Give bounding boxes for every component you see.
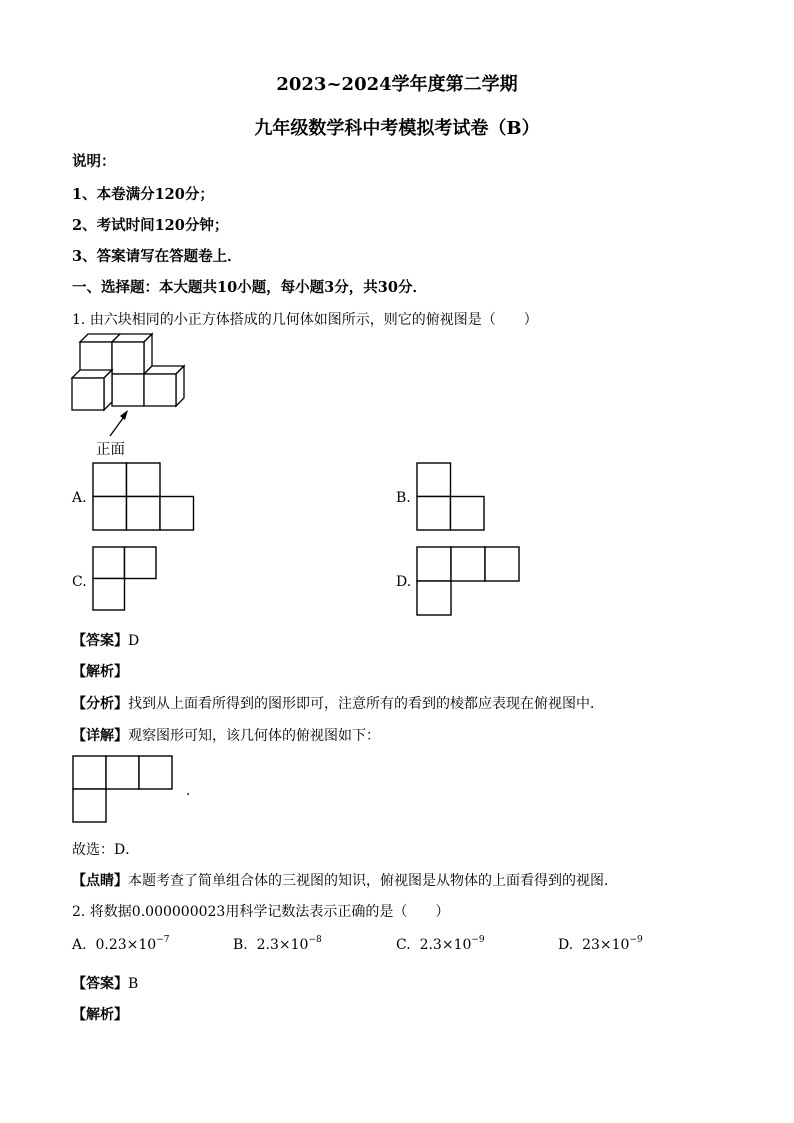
grid-cell (93, 547, 125, 579)
grid-cell (127, 497, 161, 531)
q1-detail-text: 观察图形可知，该几何体的俯视图如下： (128, 728, 380, 744)
q1-option-c-label: C. (72, 574, 87, 590)
q2-option-a (72, 937, 169, 953)
page-title: 2023~2024学年度第二学期 (276, 74, 518, 95)
grid-cell (93, 463, 127, 497)
q1-answer-value: D (128, 633, 140, 649)
section-heading: 一、选择题：本大题共10小题，每小题3分，共30分． (72, 279, 427, 296)
q2-option-b (233, 937, 322, 953)
q1-detail-dot: ． (186, 783, 200, 799)
note-item-3: 3、答案请写在答题卷上． (72, 248, 242, 265)
q1-option-b-label: B. (396, 490, 411, 506)
q1-option-a-label: A. (72, 490, 87, 506)
grid-cell (417, 547, 451, 581)
q2-option-b-label: B. (233, 937, 248, 953)
note-item-1: 1、本卷满分120分； (72, 186, 214, 203)
q2-answer-value: B (128, 976, 139, 992)
q2-option-d (558, 937, 643, 953)
q2-option-c-base: 2.3×10 (419, 937, 472, 953)
q1-analysis-tag: 【解析】 (72, 664, 128, 680)
q1-fenxi-tag: 【分析】 (72, 696, 128, 712)
q2-analysis-tag: 【解析】 (72, 1007, 128, 1023)
notes-heading: 说明： (72, 153, 116, 170)
q1-stem: 1. 由六块相同的小正方体搭成的几何体如图所示，则它的俯视图是（ ） (72, 312, 538, 328)
grid-cell (93, 497, 127, 531)
q2-option-c-exp: −9 (471, 935, 485, 945)
grid-cell (451, 497, 485, 531)
q1-comment-tag: 【点睛】 (72, 873, 128, 889)
grid-cell (127, 463, 161, 497)
note-item-2: 2、考试时间120分钟； (72, 217, 229, 234)
q2-answer-tag: 【答案】 (72, 976, 128, 992)
q2-option-d-label: D. (558, 937, 574, 953)
q1-option-d-figure (416, 546, 522, 616)
q2-answer (72, 973, 138, 993)
q2-option-d-base: 23×10 (582, 937, 630, 953)
q2-option-c-label: C. (396, 937, 411, 953)
grid-cell (93, 579, 125, 611)
page-subtitle: 九年级数学科中考模拟考试卷（B） (254, 118, 540, 139)
q1-answer (72, 630, 139, 650)
q1-option-c-figure (92, 546, 164, 616)
q1-comment-text: 本题考查了简单组合体的三视图的知识，俯视图是从物体的上面看得到的视图． (128, 873, 618, 889)
q2-option-a-label: A. (72, 937, 87, 953)
q1-solid-figure (70, 330, 190, 430)
grid-cell (73, 756, 106, 789)
q1-answer-tag: 【答案】 (72, 633, 128, 649)
grid-cell (485, 547, 519, 581)
q1-top-view-figure (72, 755, 174, 823)
grid-cell (106, 756, 139, 789)
q1-fenxi-text: 找到从上面看所得到的图形即可，注意所有的看到的棱都应表现在俯视图中． (128, 696, 604, 712)
q2-stem: 2. 将数据0.000000023用科学记数法表示正确的是（ ） (72, 904, 450, 920)
q1-choice: 故选：D． (72, 842, 140, 858)
q1-detail-tag: 【详解】 (72, 728, 128, 744)
grid-cell (139, 756, 172, 789)
grid-cell (417, 497, 451, 531)
q1-option-b-figure (416, 462, 488, 532)
grid-cell (417, 581, 451, 615)
q1-comment (72, 870, 618, 890)
grid-cell (73, 789, 106, 822)
grid-cell (417, 463, 451, 497)
grid-cell (160, 497, 194, 531)
q1-option-a-figure (92, 462, 196, 532)
q2-option-b-base: 2.3×10 (256, 937, 309, 953)
q2-option-a-exp: −7 (156, 935, 170, 945)
q2-option-c (396, 937, 485, 953)
q2-option-b-exp: −8 (308, 935, 322, 945)
q2-option-d-exp: −9 (629, 935, 643, 945)
front-label: 正面 (96, 442, 125, 458)
grid-cell (125, 547, 157, 579)
q1-detail (72, 725, 380, 745)
grid-cell (451, 547, 485, 581)
q1-option-d-label: D. (396, 574, 412, 590)
q1-fenxi (72, 693, 604, 713)
q2-option-a-base: 0.23×10 (95, 937, 157, 953)
